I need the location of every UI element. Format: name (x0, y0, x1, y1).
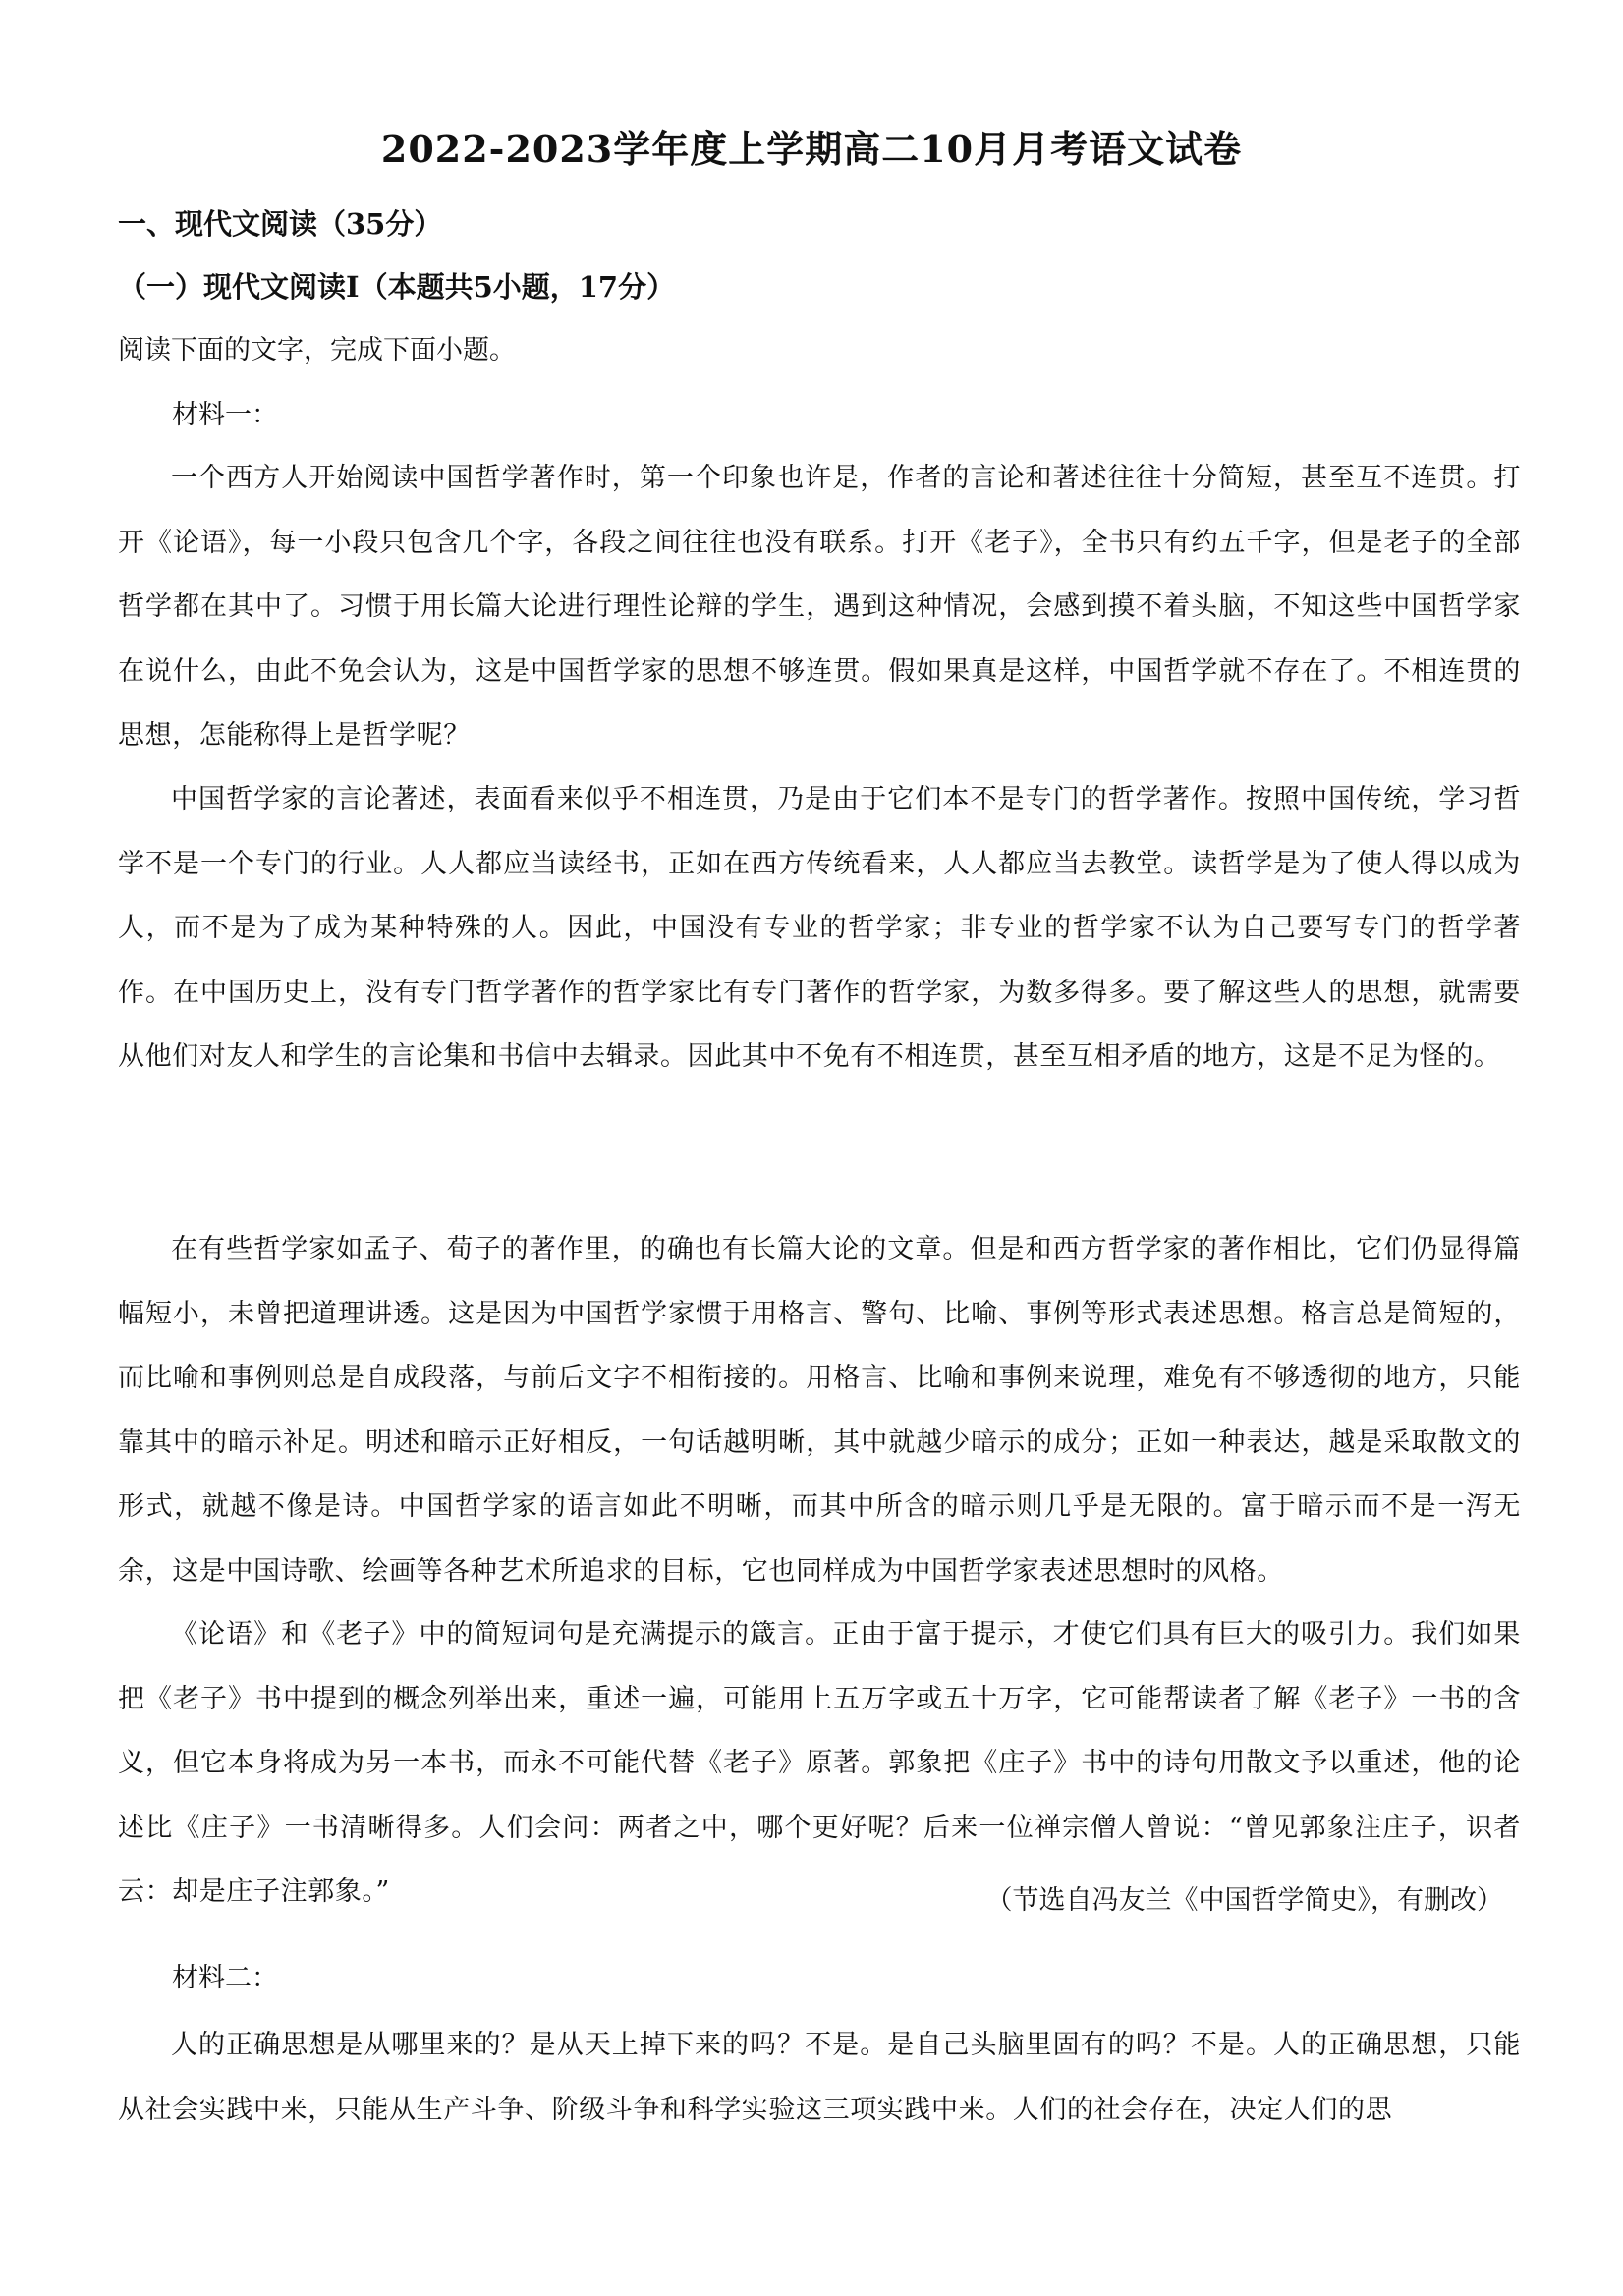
exam-title: 2022-2023学年度上学期高二10月月考语文试卷 (380, 127, 1243, 171)
section-heading: 一、现代文阅读（35分） (118, 207, 443, 241)
reading-instruction: 阅读下面的文字，完成下面小题。 (118, 335, 516, 365)
material-1-source-citation: （节选自冯友兰《中国哲学简史》，有删改） (985, 1885, 1503, 1916)
material-1-paragraph-2: 中国哲学家的言论著述，表面看来似乎不相连贯，乃是由于它们本不是专门的哲学著作。按照中国传统，学习哲学不是一个专门的行业。人人都应当读经书，正如在西方传统看来，人人都应当去教堂。读哲学是为了使人得以成为人，而不是为了成为某种特殊的人。因此，中国没有专业的哲学家；非专业的哲学家不认为自己要写专门的哲学著作。在中国历史上，没有专门哲学著作的哲学家比有专门著作的哲学家，为数多得多。要了解这些人的思想，就需要从他们对友人和学生的言论集和书信中去辑录。因此其中不免有不相连贯，甚至互相矛盾的地方，这是不足为怪的。 (118, 784, 1521, 1072)
material-1-label: 材料一： (172, 400, 278, 430)
material-1-paragraph-1: 一个西方人开始阅读中国哲学著作时，第一个印象也许是，作者的言论和著述往往十分简短，甚至互不连贯。打开《论语》，每一小段只包含几个字，各段之间往往也没有联系。打开《老子》，全书只有约五千字，但是老子的全部哲学都在其中了。习惯于用长篇大论进行理性论辩的学生，遇到这种情况，会感到摸不着头脑，不知这些中国哲学家在说什么，由此不免会认为，这是中国哲学家的思想不够连贯。假如果真是这样，中国哲学就不存在了。不相连贯的思想，怎能称得上是哲学呢？ (118, 463, 1521, 751)
material-1-paragraph-3: 在有些哲学家如孟子、荀子的著作里，的确也有长篇大论的文章。但是和西方哲学家的著作相比，它们仍显得篇幅短小，未曾把道理讲透。这是因为中国哲学家惯于用格言、警句、比喻、事例等形式表述思想。格言总是简短的，而比喻和事例则总是自成段落，与前后文字不相衔接的。用格言、比喻和事例来说理，难免有不够透彻的地方，只能靠其中的暗示补足。明述和暗示正好相反，一句话越明晰，其中就越少暗示的成分；正如一种表达，越是采取散文的形式，就越不像是诗。中国哲学家的语言如此不明晰，而其中所含的暗示则几乎是无限的。富于暗示而不是一泻无余，这是中国诗歌、绘画等各种艺术所追求的目标，它也同样成为中国哲学家表述思想时的风格。 (118, 1234, 1521, 1587)
material-1-paragraph-4: 《论语》和《老子》中的简短词句是充满提示的箴言。正由于富于提示，才使它们具有巨大的吸引力。我们如果把《老子》书中提到的概念列举出来，重述一遍，可能用上五万字或五十万字，它可能帮读者了解《老子》一书的含义，但它本身将成为另一本书，而永不可能代替《老子》原著。郭象把《庄子》书中的诗句用散文予以重述，他的论述比《庄子》一书清晰得多。人们会问：两者之中，哪个更好呢？后来一位禅宗僧人曾说：“曾见郭象注庄子，识者云：却是庄子注郭象。” (118, 1619, 1521, 1907)
subsection-heading: （一）现代文阅读Ⅰ（本题共5小题，17分） (118, 270, 676, 304)
material-2-paragraph-1: 人的正确思想是从哪里来的？是从天上掉下来的吗？不是。是自己头脑里固有的吗？不是。人的正确思想，只能从社会实践中来，只能从生产斗争、阶级斗争和科学实验这三项实践中来。人们的社会存在，决定人们的思 (118, 2030, 1521, 2125)
material-2-label: 材料二： (172, 1963, 278, 1993)
